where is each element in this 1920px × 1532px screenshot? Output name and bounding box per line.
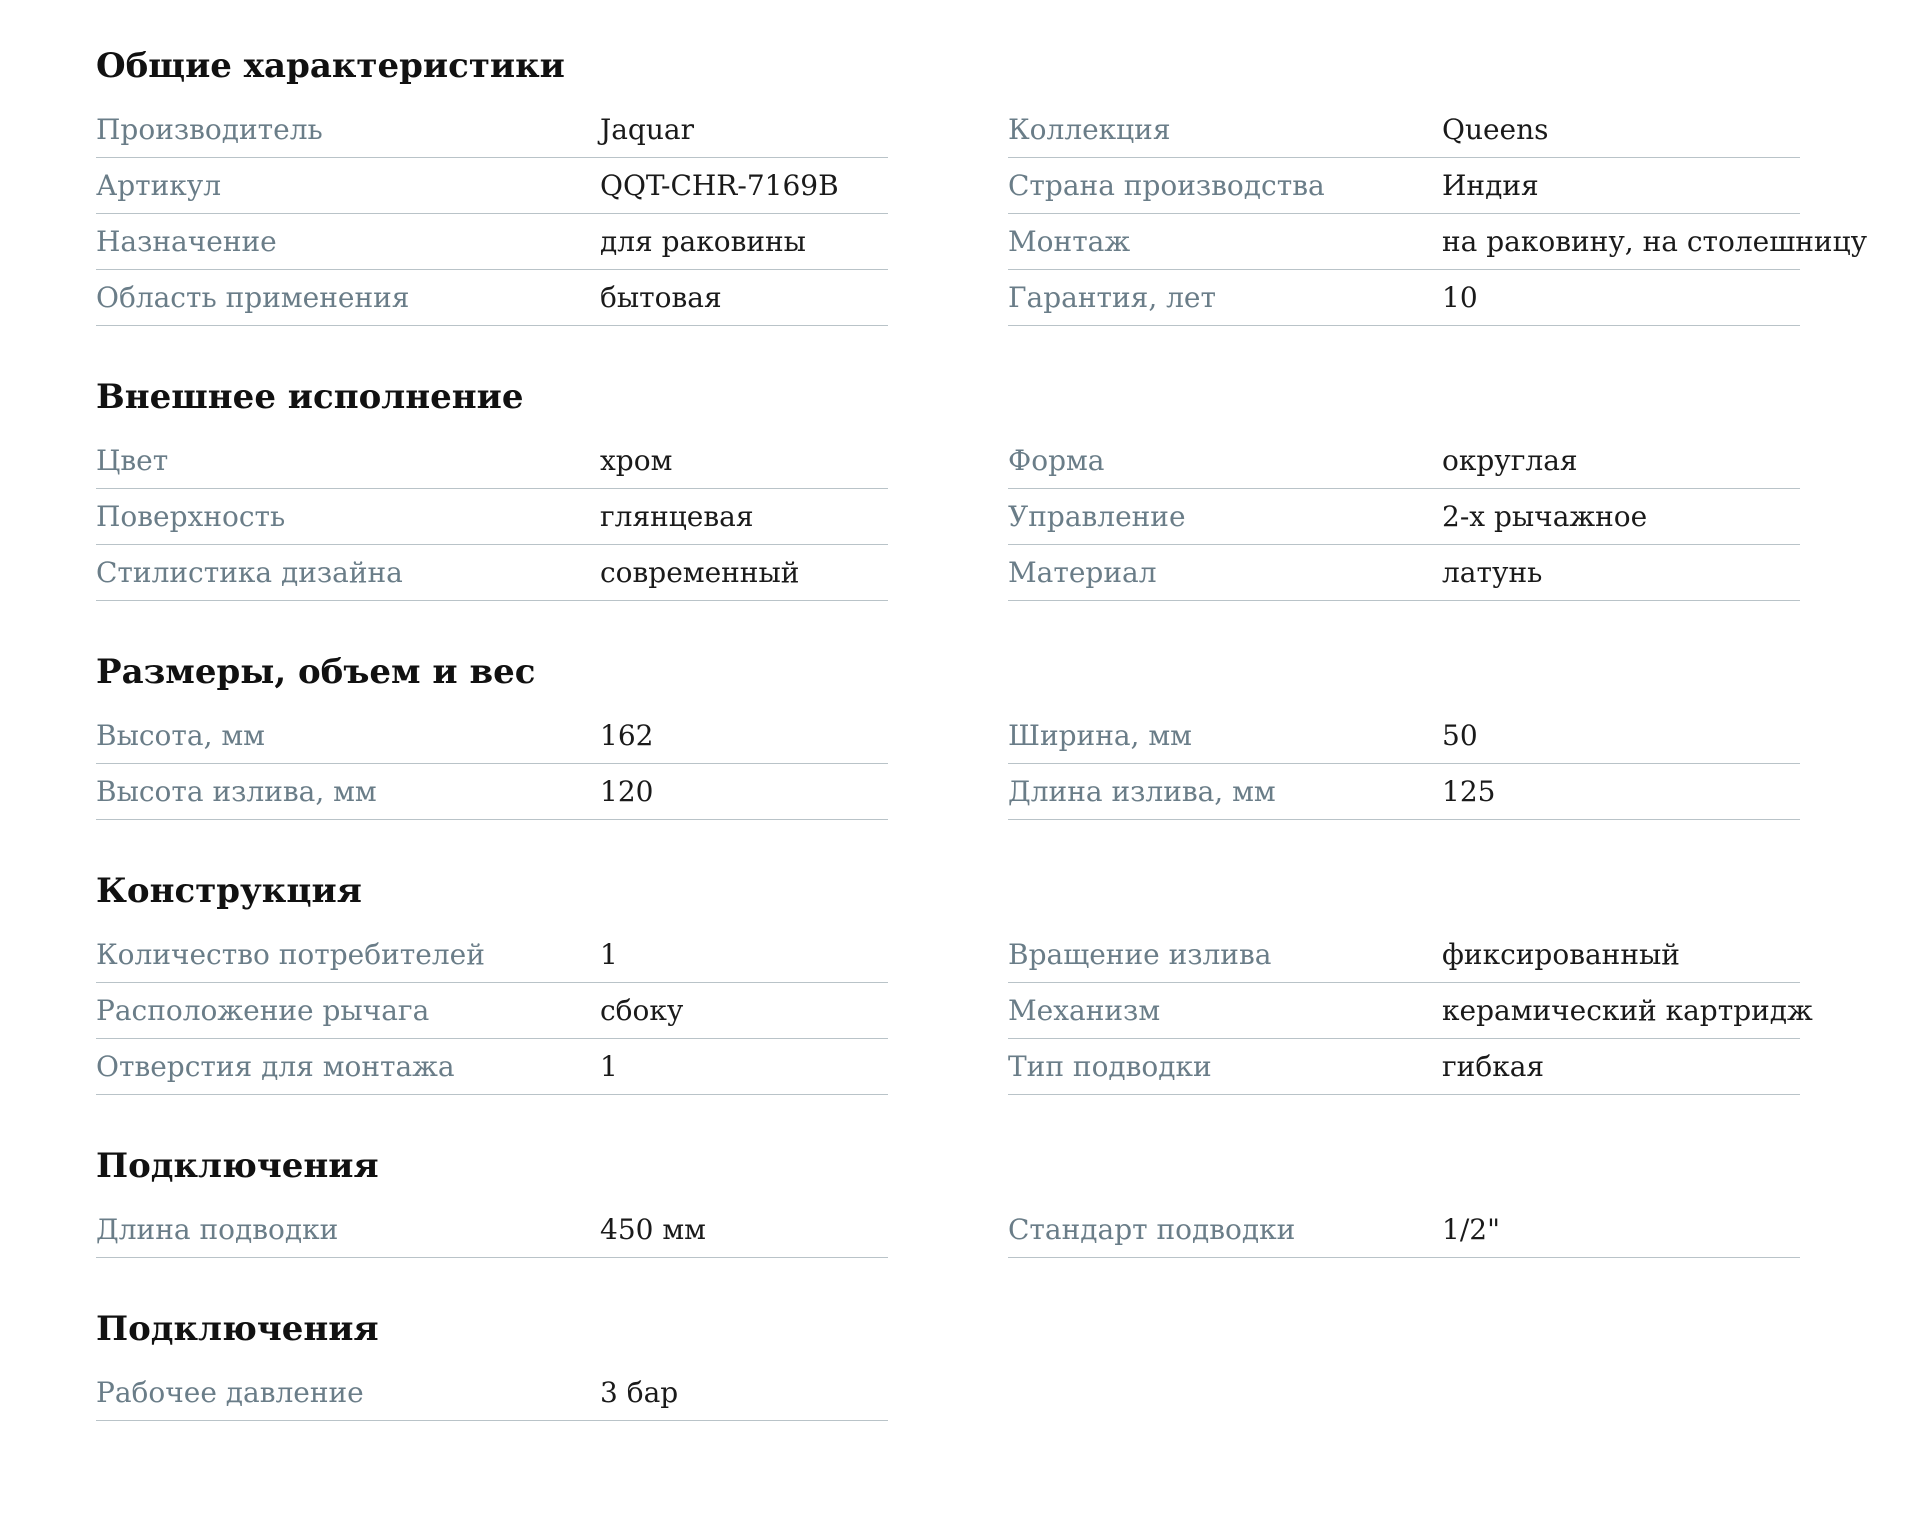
spec-grid: [96, 1365, 1856, 1421]
spec-value: на раковину, на столешницу: [1442, 225, 1868, 258]
spec-row: [96, 489, 888, 545]
spec-grid: [96, 433, 1856, 601]
section-title: Размеры, объем и вес: [96, 652, 536, 692]
spec-row: [96, 102, 888, 158]
spec-section: [96, 40, 1868, 326]
spec-grid: [96, 708, 1856, 820]
spec-label: Управление: [1008, 500, 1186, 533]
spec-row: [1008, 433, 1800, 489]
spec-section: [96, 1140, 1856, 1258]
spec-row: [1008, 214, 1868, 270]
spec-row: [1008, 1202, 1800, 1258]
spec-row: [96, 158, 888, 214]
spec-row: [1008, 708, 1800, 764]
spec-section: [96, 646, 1856, 820]
spec-row: [96, 1202, 888, 1258]
spec-section: [96, 371, 1856, 601]
spec-value: округлая: [1442, 444, 1578, 477]
spec-label: Высота, мм: [96, 719, 265, 752]
spec-value: 3 бар: [600, 1376, 679, 1409]
spec-grid: [96, 102, 1868, 326]
spec-row: [1008, 489, 1800, 545]
spec-row: [1008, 545, 1800, 601]
spec-row: [96, 927, 888, 983]
section-title: Общие характеристики: [96, 46, 565, 86]
spec-value: бытовая: [600, 281, 722, 314]
spec-value: 1/2": [1442, 1213, 1500, 1246]
spec-value: Индия: [1442, 169, 1539, 202]
spec-value: для раковины: [600, 225, 806, 258]
spec-row: [1008, 102, 1800, 158]
spec-value: фиксированный: [1442, 938, 1680, 971]
spec-label: Область применения: [96, 281, 410, 314]
spec-label: Стилистика дизайна: [96, 556, 403, 589]
spec-value: 2-х рычажное: [1442, 500, 1648, 533]
spec-label: Количество потребителей: [96, 938, 485, 971]
spec-label: Поверхность: [96, 500, 286, 533]
spec-value: 162: [600, 719, 654, 752]
spec-label: Производитель: [96, 113, 323, 146]
spec-row: [96, 983, 888, 1039]
section-title: Внешнее исполнение: [96, 377, 524, 417]
spec-label: Ширина, мм: [1008, 719, 1192, 752]
spec-value: Queens: [1442, 113, 1549, 146]
spec-value: современный: [600, 556, 800, 589]
spec-row: [96, 270, 888, 326]
spec-row: [96, 1365, 888, 1421]
spec-value: хром: [600, 444, 673, 477]
spec-label: Назначение: [96, 225, 277, 258]
spec-row: [96, 433, 888, 489]
spec-row: [1008, 158, 1800, 214]
spec-value: 125: [1442, 775, 1496, 808]
spec-row: [96, 545, 888, 601]
spec-label: Коллекция: [1008, 113, 1171, 146]
spec-row: [1008, 983, 1813, 1039]
spec-value: 1: [600, 938, 618, 971]
spec-row: [1008, 270, 1800, 326]
spec-value: сбоку: [600, 994, 684, 1027]
spec-label: Артикул: [96, 169, 222, 202]
spec-label: Высота излива, мм: [96, 775, 377, 808]
spec-label: Тип подводки: [1008, 1050, 1212, 1083]
spec-row: [96, 764, 888, 820]
spec-label: Рабочее давление: [96, 1376, 364, 1409]
spec-label: Отверстия для монтажа: [96, 1050, 455, 1083]
spec-row: [96, 708, 888, 764]
section-title: Подключения: [96, 1309, 379, 1349]
spec-value: Jaquar: [600, 113, 694, 146]
spec-label: Длина излива, мм: [1008, 775, 1276, 808]
spec-row: [1008, 927, 1800, 983]
spec-grid: [96, 927, 1856, 1095]
spec-value: 120: [600, 775, 654, 808]
spec-row: [96, 214, 888, 270]
spec-section: [96, 865, 1856, 1095]
spec-label: Гарантия, лет: [1008, 281, 1216, 314]
spec-label: Вращение излива: [1008, 938, 1272, 971]
spec-label: Механизм: [1008, 994, 1161, 1027]
spec-section: [96, 1303, 1856, 1421]
spec-value: 1: [600, 1050, 618, 1083]
spec-row: [1008, 1039, 1800, 1095]
spec-value: гибкая: [1442, 1050, 1545, 1083]
spec-label: Страна производства: [1008, 169, 1325, 202]
spec-label: Монтаж: [1008, 225, 1131, 258]
spec-value: керамический картридж: [1442, 994, 1813, 1027]
spec-label: Длина подводки: [96, 1213, 339, 1246]
spec-label: Стандарт подводки: [1008, 1213, 1296, 1246]
spec-label: Цвет: [96, 444, 169, 477]
spec-value: 10: [1442, 281, 1478, 314]
specifications-list: [96, 40, 1868, 1466]
spec-value: 50: [1442, 719, 1478, 752]
spec-label: Материал: [1008, 556, 1157, 589]
spec-row: [1008, 764, 1800, 820]
spec-row: [96, 1039, 888, 1095]
spec-label: Форма: [1008, 444, 1105, 477]
spec-value: глянцевая: [600, 500, 754, 533]
spec-value: латунь: [1442, 556, 1543, 589]
spec-value: QQT-CHR-7169B: [600, 169, 839, 202]
spec-grid: [96, 1202, 1856, 1258]
spec-value: 450 мм: [600, 1213, 706, 1246]
section-title: Подключения: [96, 1146, 379, 1186]
spec-label: Расположение рычага: [96, 994, 430, 1027]
section-title: Конструкция: [96, 871, 362, 911]
